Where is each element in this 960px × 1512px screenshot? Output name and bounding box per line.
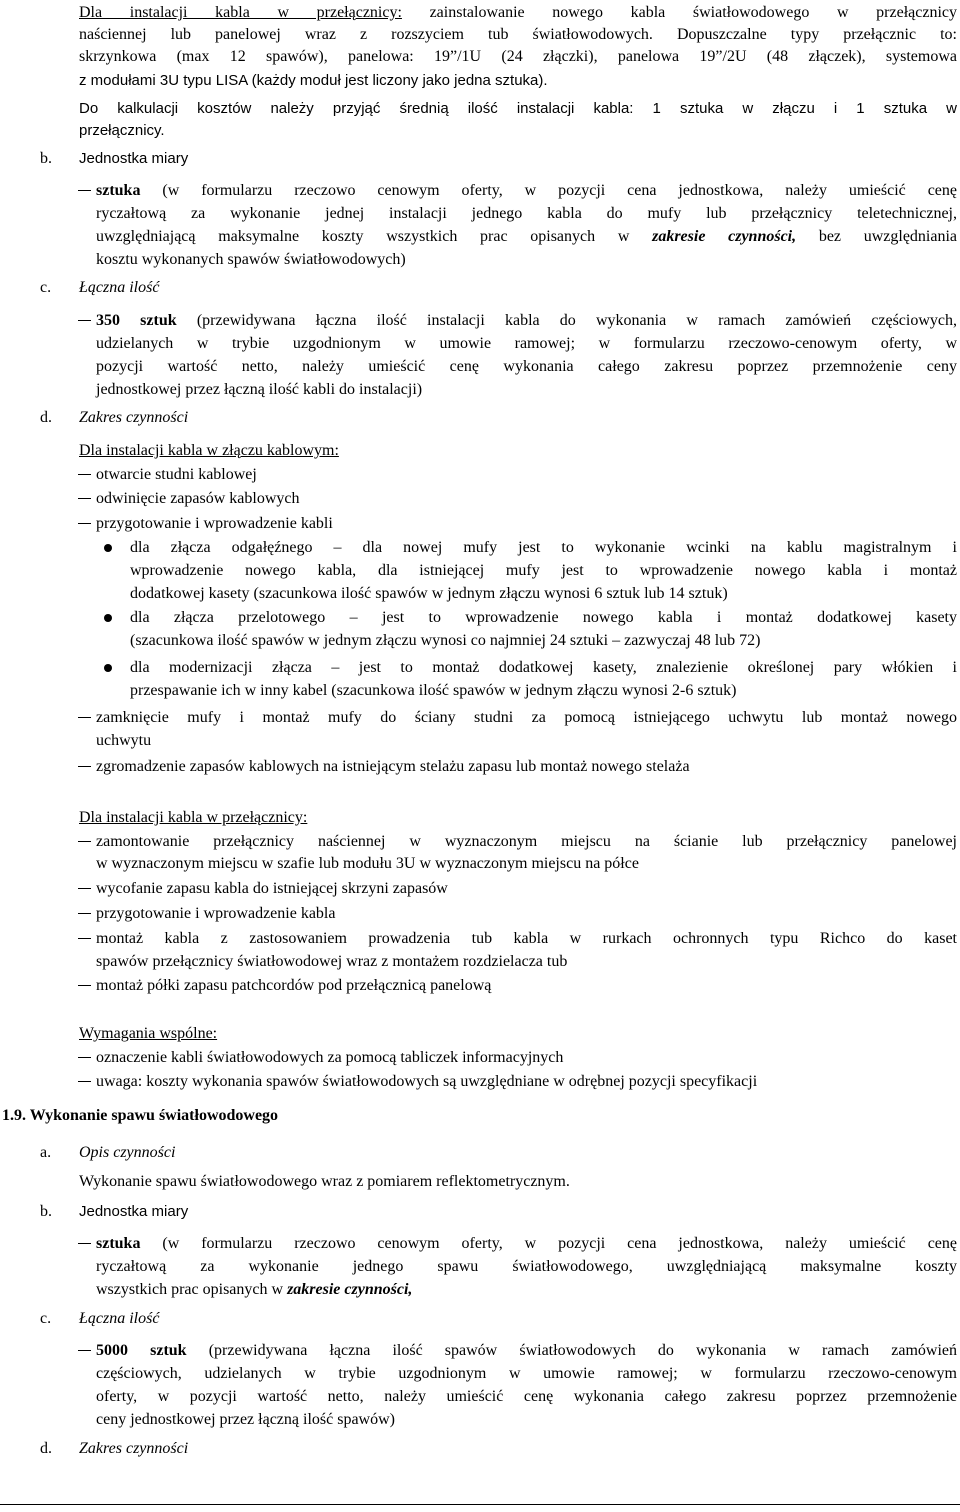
dash-bullet [78,1057,91,1058]
quantity-value: 350 sztuk [96,312,177,329]
text-line: Dla instalacji kabla w przełącznicy: zainstalowanie nowego kabla światłowodowego w przełącznicy [79,4,958,21]
subsection-heading: Dla instalacji kabla w złączu kablowym: [79,442,339,459]
section-heading: 1.9. Wykonanie spawu światłowodowego [2,1107,279,1124]
list-marker: c. [40,279,52,296]
text-line: wprowadzenie nowego kabla, dla istniejącej mufy jest to wprowadzenie nowego kabla i montaż [130,562,957,579]
text-line: dodatkowej kasety (szacunkowa ilość spawów w jednym złączu wynosi 6 sztuk lub 14 sztuk) [130,585,728,602]
dash-bullet [78,474,91,475]
text-line: oferty, w pozycji wartość netto, należy umieścić cenę wykonania całego zakresu poprzez przemnożenie [96,1388,957,1405]
dash-bullet [78,190,91,191]
list-item: uwaga: koszty wykonania spawów światłowodowych są uwzględniane w odrębnej pozycji specyfikacji [96,1073,758,1090]
dash-bullet [78,320,91,321]
bullet-dot [104,614,112,622]
emphasis: zakresie czynności, [652,228,797,245]
section-title: Zakres czynności [79,409,189,426]
text-line: uchwytu [96,732,152,749]
text-line: przespawanie ich w inny kabel (szacunkowa ilość spawów w jednym złączu wynosi 2-6 sztuk) [130,682,737,699]
text-line: częściowych, udzielanych w trybie uzgodnionym w umowie ramowej; w formularzu rzeczowo-cenowym [96,1365,957,1382]
section-title: Zakres czynności [79,1440,189,1457]
bullet-dot [104,544,112,552]
section-title: Jednostka miary [79,150,189,167]
list-marker: a. [40,1144,52,1161]
list-item: odwinięcie zapasów kablowych [96,490,300,507]
text-line: 5000 sztuk (przewidywana łączna ilość spawów światłowodowych do wykonania w ramach zamówień [96,1342,958,1359]
section-title: Jednostka miary [79,1203,189,1220]
text-line: (szacunkowa ilość spawów w jednym złączu wynosi co najmniej 24 sztuki – zazwyczaj 48 lub 72) [130,632,761,649]
text-line: w wyznaczonym miejscu w szafie lub modułu 3U w wyznaczonym miejscu na półce [96,855,639,872]
unit-value: sztuka [96,182,141,199]
section-heading: Dla instalacji kabla w przełącznicy: [79,4,402,21]
text-line: jednostkowej przez łączną ilość kabli do instalacji) [96,381,423,398]
dash-bullet [78,913,91,914]
list-item: wycofanie zapasu kabla do istniejącej skrzyni zapasów [96,880,448,897]
list-item: otwarcie studni kablowej [96,466,257,483]
text-line: uwzględniającą maksymalne koszty wszystkich prac opisanych w zakresie czynności, bez uwzględniania [96,228,958,245]
text-line: ryczałtową za wykonanie jednego spawu światłowodowego, uwzględniającą maksymalne koszty [96,1258,957,1275]
text-line: montaż kabla z zastosowaniem prowadzenia tub kabla w rurkach ochronnych typu Richco do kaset [96,930,957,947]
text-line: zamknięcie mufy i montaż mufy do ściany studni za pomocą istniejącego uchwytu lub montaż nowego [96,709,957,726]
list-marker: d. [40,409,52,426]
section-title: Łączna ilość [79,1310,160,1327]
footer-rule [0,1504,960,1505]
text-line: ceny jednostkowej przez łączną ilość spawów) [96,1411,395,1428]
subsection-heading: Wymagania wspólne: [79,1025,218,1042]
dash-bullet [78,841,91,842]
list-item: przygotowanie i wprowadzenie kabla [96,905,336,922]
list-item: oznaczenie kabli światłowodowych za pomocą tabliczek informacyjnych [96,1049,564,1066]
dash-bullet [78,985,91,986]
dash-bullet [78,1243,91,1244]
quantity-value: 5000 sztuk [96,1342,187,1359]
list-item: zgromadzenie zapasów kablowych na istniejącym stelażu zapasu lub montaż nowego stelaża [96,758,690,775]
subsection-heading: Dla instalacji kabla w przełącznicy: [79,809,308,826]
dash-bullet [78,523,91,524]
text-line: kosztu wykonanych spawów światłowodowych) [96,251,406,268]
section-title: Łączna ilość [79,279,160,296]
list-marker: d. [40,1440,52,1457]
section-title: Opis czynności [79,1144,176,1161]
text-line: sztuka (w formularzu rzeczowo cenowym oferty, w pozycji cena jednostkowa, należy umieścić cenę [96,182,957,199]
dash-bullet [78,717,91,718]
text-line: z modułami 3U typu LISA (każdy moduł jest liczony jako jedna sztuka). [79,72,548,89]
emphasis: zakresie czynności, [287,1281,413,1298]
text-line: dla modernizacji złącza – jest to montaż dodatkowej kasety, znalezienie określonej pary włókien i [130,659,957,676]
text-line: sztuka (w formularzu rzeczowo cenowym oferty, w pozycji cena jednostkowa, należy umieścić cenę [96,1235,957,1252]
dash-bullet [78,888,91,889]
text-line: udzielanych w trybie uzgodnionym w umowie ramowej; w formularzu rzeczowo-cenowym oferty, w [96,335,957,352]
list-marker: b. [40,150,52,167]
dash-bullet [78,498,91,499]
list-marker: c. [40,1310,52,1327]
text-line: Do kalkulacji kosztów należy przyjąć średnią ilość instalacji kabla: 1 sztuka w złączu i 1 sztuka w [79,100,957,117]
dash-bullet [78,938,91,939]
dash-bullet [78,1350,91,1351]
text-line: spawów przełącznicy światłowodowej wraz z montażem rozdzielacza tub [96,953,568,970]
text-line: dla złącza odgałęźnego – dla nowej mufy jest to wykonanie wcinki na kablu magistralnym i [130,539,957,556]
text-line: Wykonanie spawu światłowodowego wraz z pomiarem reflektometrycznym. [79,1173,570,1190]
unit-value: sztuka [96,1235,141,1252]
text-line: wszystkich prac opisanych w zakresie czynności, [96,1281,413,1298]
text-line: skrzynkowa (max 12 spawów), panelowa: 19”/1U (24 złączki), panelowa 19”/2U (48 złączek), systemowa [79,48,957,65]
text-line: ryczałtową za wykonanie jednej instalacji jednego kabla do mufy lub przełącznicy teletechnicznej, [96,205,957,222]
text-line: pozycji wartość netto, należy umieścić cenę wykonania całego zakresu poprzez przemnożenie ceny [96,358,957,375]
dash-bullet [78,766,91,767]
text-line: dla złącza przelotowego – jest to wprowadzenie nowego kabla i montaż dodatkowej kasety [130,609,957,626]
dash-bullet [78,1081,91,1082]
text-line: zamontowanie przełącznicy naściennej w wyznaczonym miejscu na ścianie lub przełącznicy panelowej [96,833,957,850]
bullet-dot [104,664,112,672]
text-line: 350 sztuk (przewidywana łączna ilość instalacji kabla do wykonania w ramach zamówień częściowych, [96,312,958,329]
text-line: przełącznicy. [79,122,165,139]
list-marker: b. [40,1203,52,1220]
text-line: naściennej lub panelowej wraz z rozszyciem tub światłowodowych. Dopuszczalne typy przełącznic to: [79,26,957,43]
list-item: przygotowanie i wprowadzenie kabli [96,515,333,532]
list-item: montaż półki zapasu patchcordów pod przełącznicą panelową [96,977,492,994]
